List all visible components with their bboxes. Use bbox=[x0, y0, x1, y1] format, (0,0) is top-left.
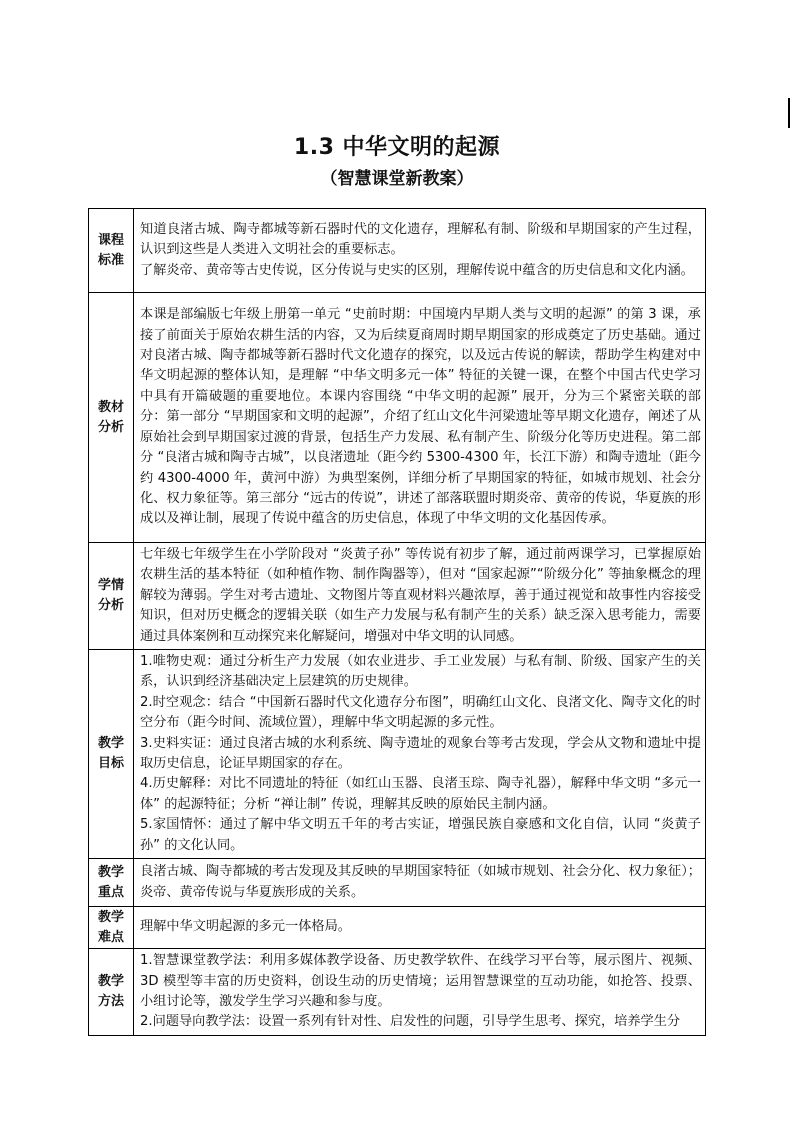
curriculum-standard-content bbox=[134, 209, 706, 293]
content-paragraph: 4.历史解释：对比不同遗址的特征（如红山玉器、良渚玉琮、陶寺礼器），解释中华文明 “多元一体” 的起源特征；分析 “禅让制” 传说，理解其反映的原始民主制内涵。 bbox=[140, 776, 701, 812]
label-line: 教学 bbox=[97, 973, 124, 989]
label-line: 分析 bbox=[97, 419, 124, 435]
content-paragraph: 七年级七年级学生在小学阶段对 “炎黄子孙” 等传说有初步了解，通过前两课学习，已掌握原始农耕生活的基本特征（如种植作物、制作陶器等），但对 “国家起源”“阶级分化” 等抽象概念的理解较为薄弱。学生对考古遗址、文物图片等直观材料兴趣浓厚，善于通过视觉和故事性内容接受知识，但对历史概念的逻辑关联（如生产力发展与私有制产生的关系）缺乏深入思考能力，需要通过具体案例和互动探究来化解疑问，增强对中华文明的认同感。 bbox=[140, 547, 701, 644]
teaching-difficulties-label bbox=[89, 907, 134, 949]
page-title: 1.3 中华文明的起源 bbox=[293, 135, 501, 160]
content-paragraph: 良渚古城、陶寺都城的考古发现及其反映的早期国家特征（如城市规划、社会分化、权力象征）；炎帝、黄帝传说与华夏族形成的关系。 bbox=[140, 864, 701, 900]
label-line: 难点 bbox=[97, 929, 124, 945]
content-paragraph: 理解中华文明起源的多元一体格局。 bbox=[140, 919, 351, 935]
textbook-analysis-label bbox=[89, 293, 134, 543]
curriculum-standard-label bbox=[89, 209, 134, 293]
label-line: 教学 bbox=[97, 864, 124, 880]
teaching-difficulties-content bbox=[134, 907, 706, 949]
content-paragraph: 本课是部编版七年级上册第一单元 “史前时期：中国境内早期人类与文明的起源” 的第 3 课，承接了前面关于原始农耕生活的内容，又为后续夏商周时期早期国家的形成奠定了历史基础。通过对良渚古城、陶寺都城等新石器时代文化遗存的探究，以及远古传说的解读，帮助学生构建对中华文明起源的整体认知，是理解 “中华文明多元一体” 特征的关键一课，在整个中国古代史学习中具有开篇破题的重要地位。本课内容围绕 “中华文明的起源” 展开，分为三个紧密关联的部分：第一部分 “早期国家和文明的起源”，介绍了红山文化牛河梁遗址等早期文化遗存，阐述了从原始社会到早期国家过渡的背景，包括生产力发展、私有制产生、阶级分化等历史进程。第二部分 “良渚古城和陶寺古城”，以良渚遗址（距今约 5300-4300 年，长江下游）和陶寺遗址（距今约 4300-4000 年，黄河中游）为典型案例，详细分析了早期国家的特征，如城市规划、社会分化、权力象征等。第三部分 “远古的传说”，讲述了部落联盟时期炎帝、黄帝的传说，华夏族的形成以及禅让制，展现了传说中蕴含的历史信息，体现了中华文明的文化基因传承。 bbox=[140, 307, 701, 527]
teaching-key-points-content bbox=[134, 859, 706, 907]
content-paragraph: 1.智慧课堂教学法：利用多媒体教学设备、历史教学软件、在线学习平台等，展示图片、视频、3D 模型等丰富的历史资料，创设生动的历史情境；运用智慧课堂的互动功能，如抢答、投票、小组讨论等，激发学生学习兴趣和参与度。 bbox=[140, 953, 701, 1009]
label-line: 目标 bbox=[97, 756, 124, 772]
content-paragraph: 1.唯物史观：通过分析生产力发展（如农业进步、手工业发展）与私有制、阶级、国家产生的关系，认识到经济基础决定上层建筑的历史规律。 bbox=[140, 654, 701, 690]
teaching-objectives-content bbox=[134, 650, 706, 859]
row-learner-analysis bbox=[89, 543, 706, 650]
label-line: 课程 bbox=[97, 232, 124, 248]
label-line: 学情 bbox=[97, 578, 124, 594]
content-paragraph: 5.家国情怀：通过了解中华文明五千年的考古实证，增强民族自豪感和文化自信，认同 “炎黄子孙” 的文化认同。 bbox=[140, 817, 701, 853]
teaching-methods-content bbox=[134, 949, 706, 1036]
label-line: 标准 bbox=[97, 252, 124, 268]
content-paragraph: 知道良渚古城、陶寺都城等新石器时代的文化遗存，理解私有制、阶级和早期国家的产生过程，认识到这些是人类进入文明社会的重要标志。 bbox=[140, 221, 701, 258]
row-teaching-objectives bbox=[89, 650, 706, 859]
content-paragraph: 2.问题导向教学法：设置一系列有针对性、启发性的问题，引导学生思考、探究，培养学生分 bbox=[140, 1014, 681, 1030]
label-line: 分析 bbox=[97, 598, 124, 614]
lesson-plan-table bbox=[88, 208, 706, 1036]
teaching-methods-label bbox=[89, 949, 134, 1036]
content-paragraph: 3.史料实证：通过良渚古城的水利系统、陶寺遗址的观象台等考古发现，学会从文物和遗址中提取历史信息，论证早期国家的存在。 bbox=[140, 735, 701, 772]
row-textbook-analysis bbox=[89, 293, 706, 543]
row-teaching-difficulties bbox=[89, 907, 706, 949]
page-edge-mark bbox=[788, 98, 790, 128]
row-teaching-methods bbox=[89, 949, 706, 1036]
label-line: 重点 bbox=[97, 884, 124, 900]
content-paragraph: 了解炎帝、黄帝等古史传说，区分传说与史实的区别，理解传说中蕴含的历史信息和文化内涵。 bbox=[140, 262, 694, 278]
page-subtitle: （智慧课堂新教案） bbox=[320, 169, 474, 189]
textbook-analysis-content bbox=[134, 293, 706, 543]
content-paragraph: 2.时空观念：结合 “中国新石器时代文化遗存分布图”，明确红山文化、良渚文化、陶寺文化的时空分布（距今时间、流域位置），理解中华文明起源的多元性。 bbox=[140, 694, 701, 731]
teaching-key-points-label bbox=[89, 859, 134, 907]
label-line: 教学 bbox=[97, 909, 124, 925]
label-line: 教材 bbox=[97, 399, 124, 415]
label-line: 教学 bbox=[97, 736, 124, 752]
lesson-plan-body bbox=[89, 209, 706, 1036]
row-teaching-key-points bbox=[89, 859, 706, 907]
label-line: 方法 bbox=[97, 993, 124, 1009]
teaching-objectives-label bbox=[89, 650, 134, 859]
learner-analysis-content bbox=[134, 543, 706, 650]
learner-analysis-label bbox=[89, 543, 134, 650]
row-curriculum-standard bbox=[89, 209, 706, 293]
